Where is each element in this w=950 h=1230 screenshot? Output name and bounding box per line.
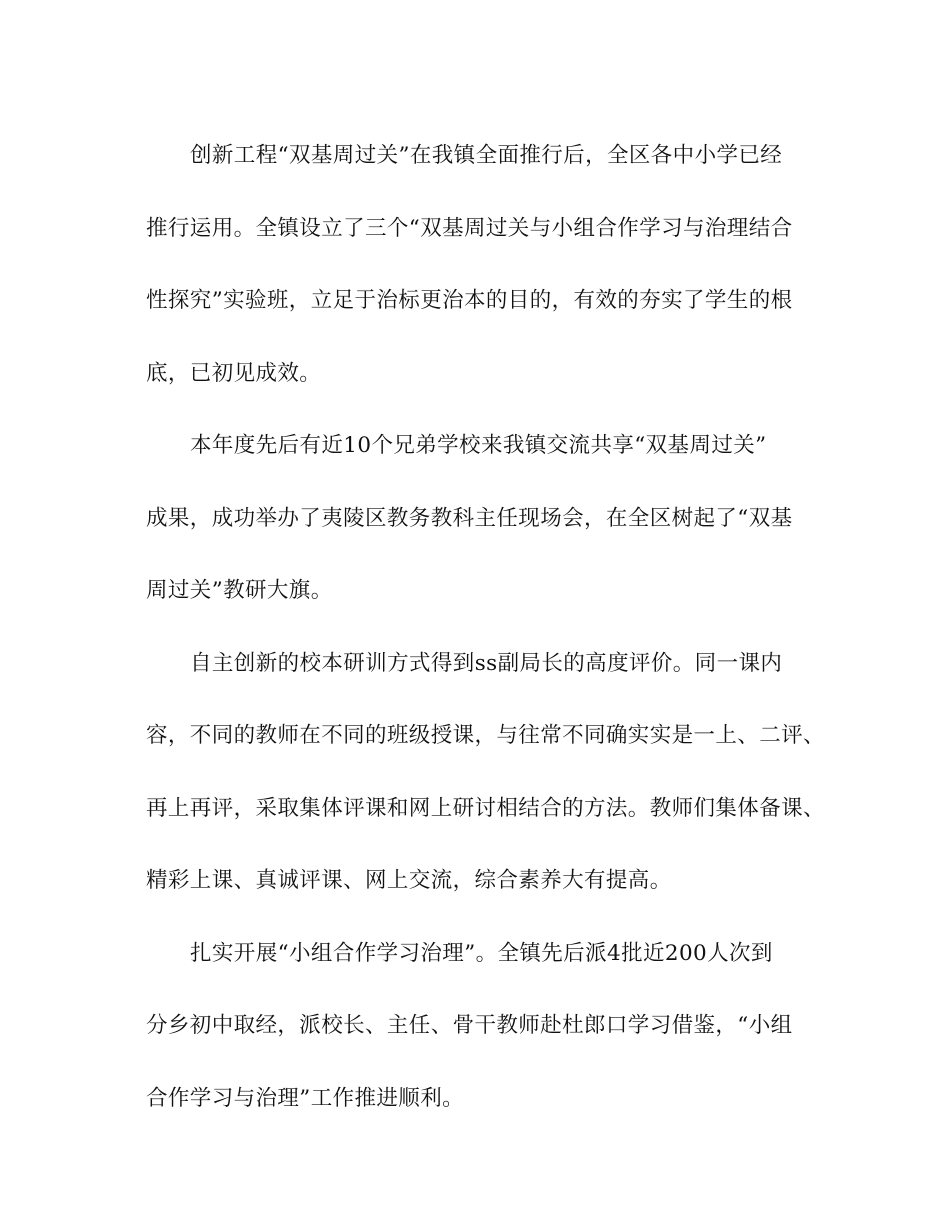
paragraph-line: 再上再评，采取集体评课和网上研讨相结合的方法。教师们集体备课、 — [146, 795, 825, 821]
paragraph-4 — [146, 918, 812, 1136]
paragraph-2 — [146, 410, 812, 628]
paragraph-line: 分乡初中取经，派校长、主任、骨干教师赴杜郎口学习借鉴，“小组 — [146, 1013, 793, 1038]
paragraph-line: 本年度先后有近10个兄弟学校来我镇交流共享“双基周过关” — [190, 433, 767, 458]
paragraph-1 — [146, 120, 812, 410]
paragraph-line: 周过关”教研大旗。 — [146, 578, 333, 603]
paragraph-line: 成果，成功举办了夷陵区教务教科主任现场会，在全区树起了“双基 — [146, 505, 793, 531]
paragraph-line: 扎实开展“小组合作学习治理”。全镇先后派4批近200人次到 — [190, 940, 773, 966]
document-body — [146, 120, 825, 1135]
paragraph-3 — [146, 628, 825, 918]
paragraph-line: 合作学习与治理”工作推进顺利。 — [146, 1085, 464, 1111]
paragraph-line: 底，已初见成效。 — [146, 360, 322, 386]
paragraph-line: 推行运用。全镇设立了三个“双基周过关与小组合作学习与治理结合 — [146, 215, 793, 241]
paragraph-line: 性探究”实验班，立足于治标更治本的目的，有效的夯实了学生的根 — [146, 288, 793, 313]
paragraph-line: 自主创新的校本研训方式得到ss副局长的高度评价。同一课内 — [190, 650, 783, 676]
paragraph-line: 精彩上课、真诚评课、网上交流，综合素养大有提高。 — [146, 868, 672, 893]
paragraph-line: 容，不同的教师在不同的班级授课，与往常不同确实实是一上、二评、 — [146, 723, 825, 748]
paragraph-line: 创新工程“双基周过关”在我镇全面推行后，全区各中小学已经 — [190, 143, 783, 168]
